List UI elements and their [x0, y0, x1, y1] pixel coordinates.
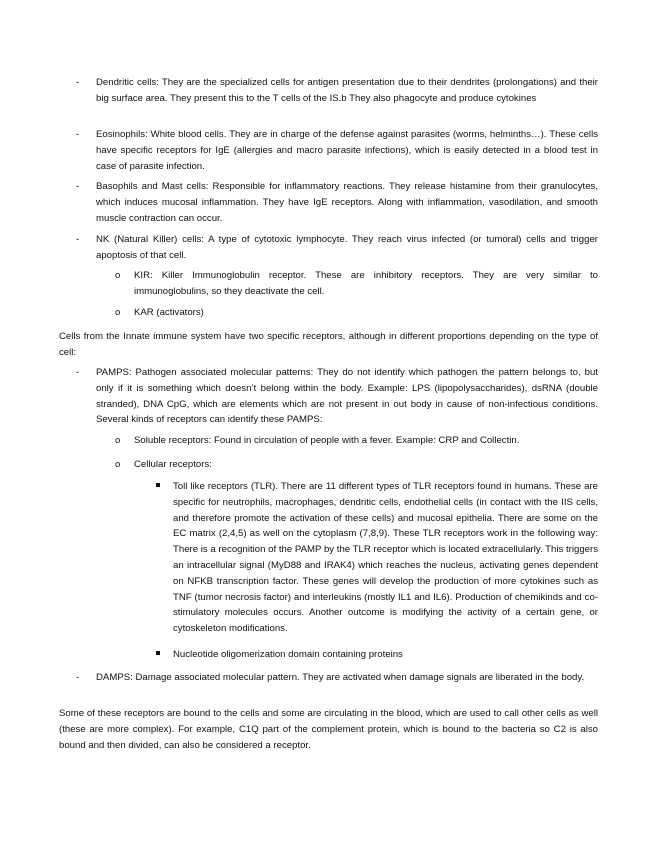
circle-marker: o [115, 459, 121, 470]
circle-marker: o [115, 307, 121, 318]
subitem-soluble-receptors [115, 433, 598, 449]
subitem-cellular-receptors [115, 457, 598, 473]
bullet-text: NK (Natural Killer) cells: A type of cytotoxic lymphocyte. They reach virus infected (or tumoral) cells and trigger apoptosis of that cell. [96, 234, 598, 261]
square-bullet-icon [156, 483, 160, 487]
subitem-text: Soluble receptors: Found in circulation of people with a fever. Example: CRP and Collectin. [134, 435, 520, 446]
bullet-text: DAMPS: Damage associated molecular pattern. They are activated when damage signals are liberated in the body. [96, 672, 585, 683]
bullet-eosinophils [76, 127, 598, 174]
paragraph-innate-receptors: Cells from the Innate immune system have two specific receptors, although in different proportions depending on the type of cell: [59, 331, 598, 358]
subitem-text: Cellular receptors: [134, 459, 212, 470]
circle-marker: o [115, 435, 121, 446]
bullet-pamps [76, 365, 598, 428]
circle-marker: o [115, 270, 121, 281]
dash-marker: - [76, 129, 80, 140]
bullet-dendritic-cells [76, 75, 598, 107]
bullet-basophils-mast-cells [76, 179, 598, 226]
bullet-text: Eosinophils: White blood cells. They are in charge of the defense against parasites (worms, helminths…). These cells have specific receptors for IgE (allergies and macro parasite infections), which is easily detected in a blood test in case of parasite infection. [96, 129, 598, 172]
subitem-text: KAR (activators) [134, 307, 204, 318]
bullet-text: Dendritic cells: They are the specialized cells for antigen presentation due to their dendrites (prolongations) and their big surface area. They present this to the T cells of the IS.b They also phagocyte and produce cytokines [96, 77, 598, 104]
subsubitem-nod [156, 647, 598, 663]
dash-marker: - [76, 367, 80, 378]
bullet-text: PAMPS: Pathogen associated molecular patterns: They do not identify which pathogen the pattern belongs to, but only if it is something which doesn’t belong within the body. Example: LPS (lipopolysaccharides), dsRNA (double stranded), DNA CpG, which are elements which are not present in out body in cause of non-infectious conditions. Several kinds of receptors can identify these PAMPS: [96, 367, 598, 426]
square-bullet-icon [156, 651, 160, 655]
dash-marker: - [76, 77, 80, 88]
subitem-kir [115, 268, 598, 300]
subsubitem-text: Toll like receptors (TLR). There are 11 different types of TLR receptors found in humans. These are specific for neutrophils, macrophages, dendritic cells, endothelial cells (in contact with the IIS cells, and therefore promote the activation of these cells) and mucosal epithelia. There are some on the EC matrix (2,4,5) as well on the cytoplasm (7,8,9). These TLR receptors work in the following way: There is a recognition of the PAMP by the TLR receptor which is located extracellularly. This triggers an intracellular signal (MyD88 and IRAK4) which reaches the nucleus, activating genes dependent on NFKB transcription factor. These genes will develop the production of more cytokines such as TNF (tumor necrosis factor) and interleukins (mostly IL1 and IL6). Production of chemikinds and co-stimulatory molecules occurs. Another outcome is modifying the activity of a certain gene, or cytoskeleton modifications. [173, 481, 598, 635]
paragraph-circulating-receptors: Some of these receptors are bound to the cells and some are circulating in the blood, which are used to call other cells as well (these are more complex). For example, C1Q part of the complement protein, which is bound to the bacteria so C2 is also bound and then divided, can also be considered a receptor. [59, 708, 598, 751]
dash-marker: - [76, 234, 80, 245]
subitem-kar [115, 305, 598, 321]
dash-marker: - [76, 672, 80, 683]
bullet-text: Basophils and Mast cells: Responsible for inflammatory reactions. They release histamine from their granulocytes, which induces mucosal inflammation. They have IgE receptors. Along with inflammation, vasodilation, and smooth muscle contraction can occur. [96, 181, 598, 224]
bullet-nk-cells [76, 232, 598, 264]
subsubitem-text: Nucleotide oligomerization domain containing proteins [173, 649, 403, 660]
bullet-damps [76, 670, 598, 686]
subsubitem-tlr [156, 479, 598, 637]
dash-marker: - [76, 181, 80, 192]
subitem-text: KIR: Killer Immunoglobulin receptor. These are inhibitory receptors. They are very similar to immunoglobulins, so they deactivate the cell. [134, 270, 598, 297]
